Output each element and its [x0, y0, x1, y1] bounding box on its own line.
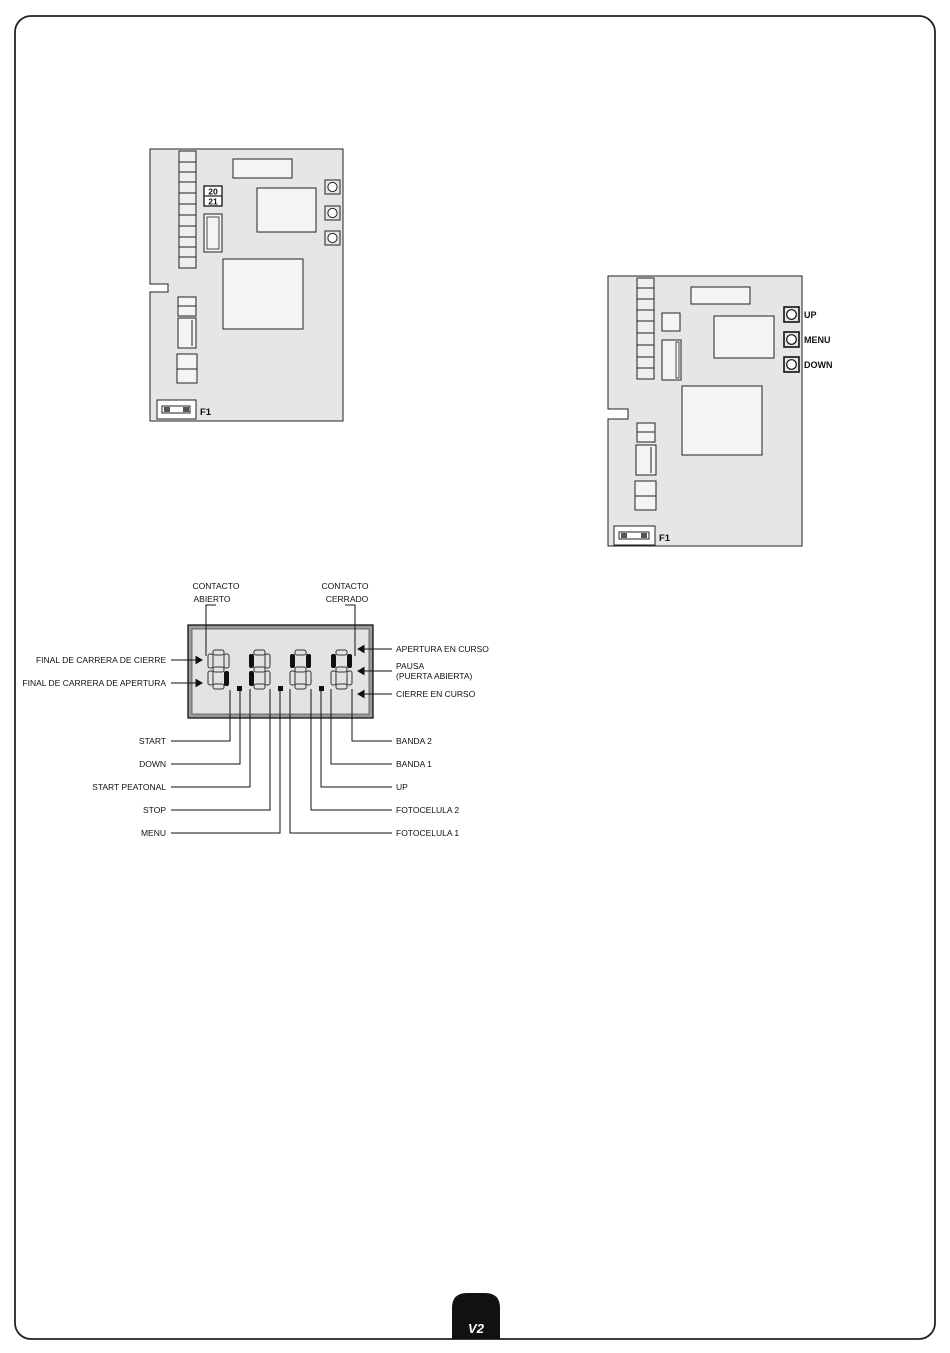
jumper-label-20: 20: [208, 186, 218, 197]
transformer: [682, 386, 762, 455]
jumper-20-21: [204, 186, 222, 207]
label-start-peatonal: START PEATONAL: [92, 782, 166, 792]
jumper-label-21: 21: [208, 196, 218, 207]
terminal-strip: [179, 151, 196, 268]
chip: [714, 316, 774, 358]
board2-buttons: [784, 307, 833, 372]
label-puerta-abierta: (PUERTA ABIERTA): [396, 671, 473, 681]
control-board-2: [608, 276, 833, 546]
relay: [662, 340, 681, 380]
lower-connectors: [635, 423, 656, 510]
board1-buttons: [325, 180, 340, 245]
label-menu: MENU: [140, 828, 166, 838]
display-window: [233, 159, 292, 178]
label-fotocelula-2: FOTOCELULA 2: [396, 805, 460, 815]
label-stop: STOP: [143, 805, 166, 815]
label-banda-1: BANDA 1: [396, 759, 432, 769]
label-apertura-en-curso: APERTURA EN CURSO: [396, 644, 489, 654]
label-up: UP: [396, 782, 408, 792]
fuse-label: F1: [659, 533, 671, 544]
label-contacto-cerrado-2: CERRADO: [325, 594, 369, 604]
label-cierre-en-curso: CIERRE EN CURSO: [396, 689, 476, 699]
label-start: START: [138, 736, 166, 746]
chip: [257, 188, 316, 232]
button-label-up: UP: [804, 310, 817, 320]
label-fotocelula-1: FOTOCELULA 1: [396, 828, 460, 838]
brand-logo: V2: [468, 1321, 484, 1336]
label-final-carrera-cierre: FINAL DE CARRERA DE CIERRE: [35, 655, 166, 665]
control-board-1: [150, 149, 343, 421]
display-diagram: [22, 581, 489, 838]
label-banda-2: BANDA 2: [396, 736, 432, 746]
fuse-label: F1: [200, 407, 212, 418]
label-pausa: PAUSA: [396, 661, 425, 671]
label-contacto-abierto-2: ABIERTO: [193, 594, 231, 604]
lower-connectors: [177, 297, 197, 383]
transformer: [223, 259, 303, 329]
label-final-carrera-apertura: FINAL DE CARRERA DE APERTURA: [22, 678, 166, 688]
button-label-down: DOWN: [804, 360, 833, 370]
terminal-strip: [637, 278, 654, 379]
display-window: [691, 287, 750, 304]
label-contacto-abierto-1: CONTACTO: [192, 581, 240, 591]
label-contacto-cerrado-1: CONTACTO: [321, 581, 369, 591]
button-label-menu: MENU: [804, 335, 831, 345]
brand-tab: [452, 1293, 500, 1339]
label-down: DOWN: [139, 759, 166, 769]
